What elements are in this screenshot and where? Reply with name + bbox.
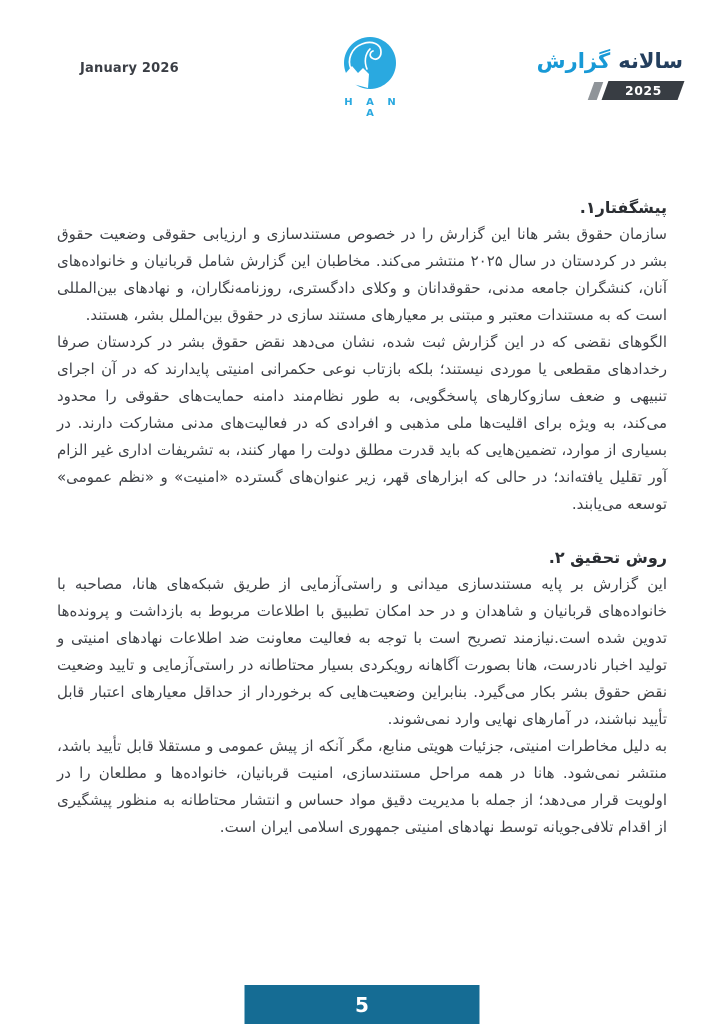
year-badge-row xyxy=(537,81,683,100)
section-methodology-paragraph-2: به دلیل مخاطرات امنیتی، جزئیات هویتی منابع، مگر آنکه از پیش عمومی و مستقلا قابل تأیید باشد، منتشر نمی‌شود. هانا در همه مراحل مستندسازی، امنیت قربانیان، خانواده‌ها و مطلعان را در اولویت قرار می‌دهد؛ از جمله با مدیریت دقیق مواد حساس و انتشار محتاطانه به منظور پیشگیری از اقدام تلافی‌جویانه توسط نهادهای امنیتی جمهوری اسلامی ایران است. xyxy=(57,737,667,836)
badge-sliver-shape xyxy=(588,82,604,100)
hana-logo-icon xyxy=(335,36,405,92)
section-preface-paragraph-2: الگوهای نقضی که در این گزارش ثبت شده، نشان می‌دهد نقض حقوق بشر در کردستان صرفا رخدادهای مقطعی یا موردی نیستند؛ بلکه بازتاب نوعی حکمرانی امنیتی پایدارند که در آن اجرای تنبیهی و ضعف سازوکارهای پاسخگویی، به طور نظام‌مند دامنه حمایت‌های حقوقی را محدود می‌کند، به ویژه برای اقلیت‌ها ملی مذهبی و افرادی که در فعالیت‌های مدنی مشارکت دارند. در بسیاری از موارد، تضمین‌هایی که باید قدرت مطلق دولت را مهار کنند، به تشریفات اداری غیر الزام آور تقلیل یافته‌اند؛ در حالی که ابزارهای قهر، زیر عنوان‌های گسترده «امنیت» و «نظم عمومی» توسعه می‌یابند. xyxy=(57,333,667,513)
report-title xyxy=(537,48,683,74)
section-preface-paragraph-1: سازمان حقوق بشر هانا این گزارش را در خصوص مستندسازی و ارزیابی حقوقی وضعیت حقوق بشر در کردستان در سال ۲۰۲۵ منتشر می‌کند. مخاطبان این گزارش شامل قربانیان و خانواده‌های آنان، کنشگران جامعه مدنی، حقوقدانان و وکلای دادگستری، روزنامه‌نگاران، و نهادهای بین‌المللی است که به مستندات معتبر و مبتنی بر معیارهای مستند سازی در حقوق بین‌الملل بشر، هستند. xyxy=(57,225,667,324)
report-title-word-blue: گزارش xyxy=(536,49,611,73)
year-badge-label: 2025 xyxy=(624,83,662,98)
footer-page-bar xyxy=(245,985,480,1024)
header-date: January 2026 xyxy=(80,61,179,76)
report-title-word-dark: سالانه xyxy=(618,49,683,73)
section-preface-heading: پیشگفتار۱. xyxy=(579,198,667,217)
section-methodology-heading: روش تحقیق ۲. xyxy=(548,548,667,567)
year-badge xyxy=(602,81,685,100)
section-methodology-paragraph-1: این گزارش بر پایه مستندسازی میدانی و راستی‌آزمایی از طریق شبکه‌های هانا، مصاحبه با خانواده‌های قربانیان و شاهدان و در حد امکان تطبیق با اطلاعات مربوط به بازداشت و پرونده‌ها تدوین شده است.نیازمند تصریح است با توجه به فعالیت معاونت ضد اطلاعات نهادهای امنیتی و تولید اخبار نادرست، هانا بصورت آگاهانه رویکردی بسیار محتاطانه در راستی‌آزمایی و تایید وضعیت نقض حقوق بشر بکار می‌گیرد. بنابراین وضعیت‌هایی که برخوردار از حداقل معیارهای اعتبار قابل تأیید نباشند، در آمارهای نهایی وارد نمی‌شوند. xyxy=(57,575,667,728)
report-title-block xyxy=(537,48,683,100)
report-body xyxy=(57,194,667,841)
section-methodology xyxy=(57,544,667,841)
page-number: 5 xyxy=(355,992,369,1017)
hana-logo-letters: H A N A xyxy=(344,97,401,119)
hana-logo xyxy=(334,36,406,119)
section-preface xyxy=(57,194,667,518)
